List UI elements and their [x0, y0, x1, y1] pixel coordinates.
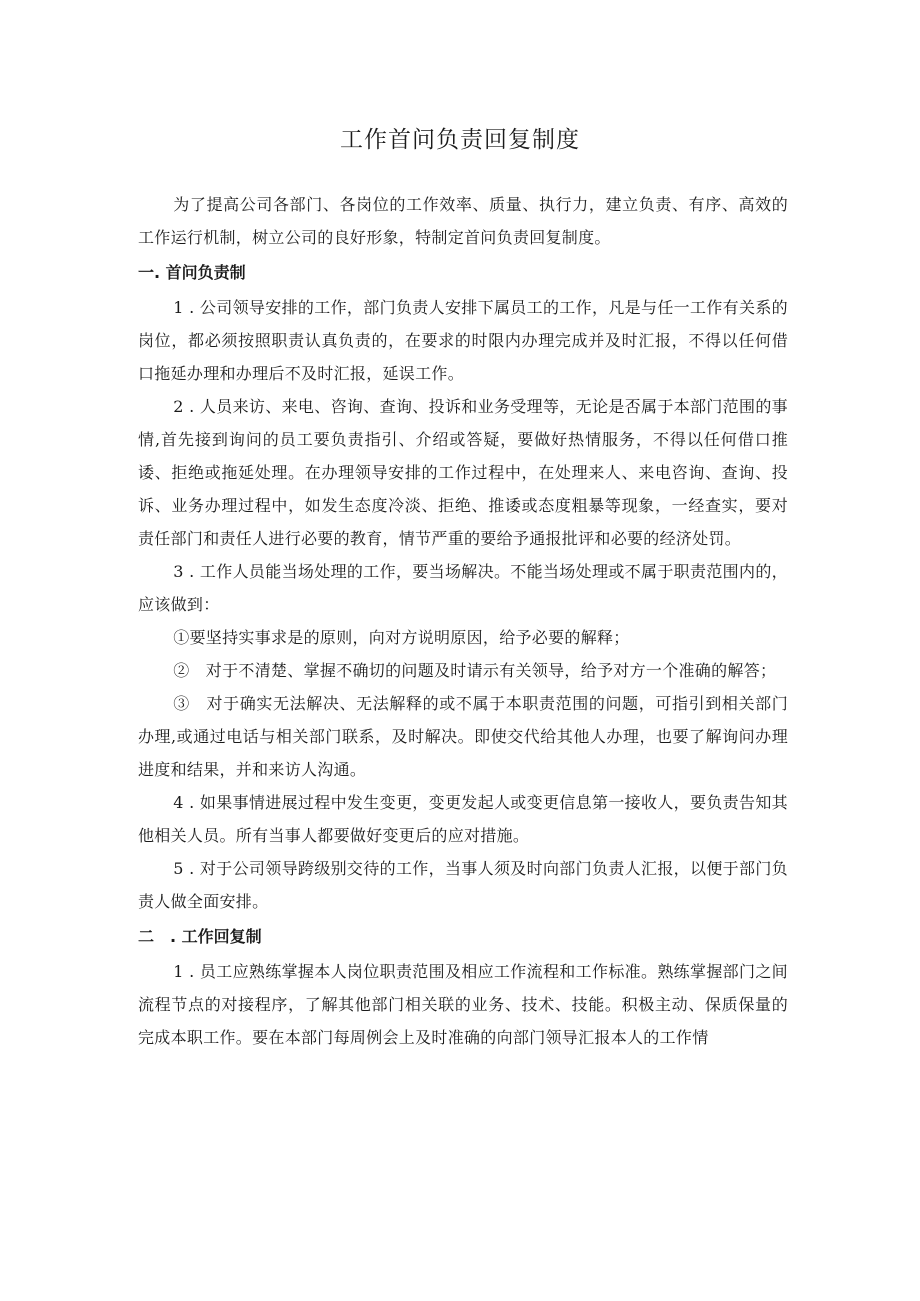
- section-1-heading: 一. 首问负责制: [138, 263, 246, 282]
- intro-paragraph: 为了提高公司各部门、各岗位的工作效率、质量、执行力，建立负责、有序、高效的工作运行机制，树立公司的良好形象，特制定首问负责回复制度。: [138, 195, 788, 247]
- section-1-subitem-2: ② 对于不清楚、掌握不确切的问题及时请示有关领导，给予对方一个准确的解答；: [173, 661, 777, 680]
- section-1-item-5: 5 . 对于公司领导跨级别交待的工作，当事人须及时向部门负责人汇报，以便于部门负责人做全面安排。: [138, 859, 788, 911]
- section-2-heading: 二 . 工作回复制: [138, 927, 262, 946]
- document-title: 工作首问负责回复制度: [340, 127, 580, 153]
- section-1-subitem-3: ③ 对于确实无法解决、无法解释的或不属于本职责范围的问题，可指引到相关部门办理,或通过电话与相关部门联系，及时解决。即使交代给其他人办理，也要了解询问办理进度和结果，并和来访人沟通。: [138, 694, 788, 779]
- section-1-item-4: 4 . 如果事情进展过程中发生变更，变更发起人或变更信息第一接收人，要负责告知其他相关人员。所有当事人都要做好变更后的应对措施。: [138, 793, 788, 845]
- section-2-item-1: 1 . 员工应熟练掌握本人岗位职责范围及相应工作流程和工作标准。熟练掌握部门之间流程节点的对接程序，了解其他部门相关联的业务、技术、技能。积极主动、保质保量的完成本职工作。要在本部门每周例会上及时准确的向部门领导汇报本人的工作情: [138, 962, 788, 1047]
- section-1-item-2: 2 . 人员来访、来电、咨询、查询、投诉和业务受理等，无论是否属于本部门范围的事情,首先接到询问的员工要负责指引、介绍或答疑，要做好热情服务，不得以任何借口推诿、拒绝或拖延处理。在办理领导安排的工作过程中，在处理来人、来电咨询、查询、投诉、业务办理过程中，如发生态度冷淡、拒绝、推诿或态度粗暴等现象，一经查实，要对责任部门和责任人进行必要的教育，情节严重的要给予通报批评和必要的经济处罚。: [138, 397, 788, 548]
- section-1-subitem-1: ①要坚持实事求是的原则，向对方说明原因，给予必要的解释；: [173, 628, 630, 647]
- section-1-item-1: 1 . 公司领导安排的工作，部门负责人安排下属员工的工作，凡是与任一工作有关系的岗位，都必须按照职责认真负责的，在要求的时限内办理完成并及时汇报，不得以任何借口拖延办理和办理后不及时汇报，延误工作。: [138, 298, 788, 383]
- document-body: [138, 188, 788, 1054]
- section-1-item-3: 3 . 工作人员能当场处理的工作，要当场解决。不能当场处理或不属于职责范围内的，应该做到：: [138, 562, 788, 614]
